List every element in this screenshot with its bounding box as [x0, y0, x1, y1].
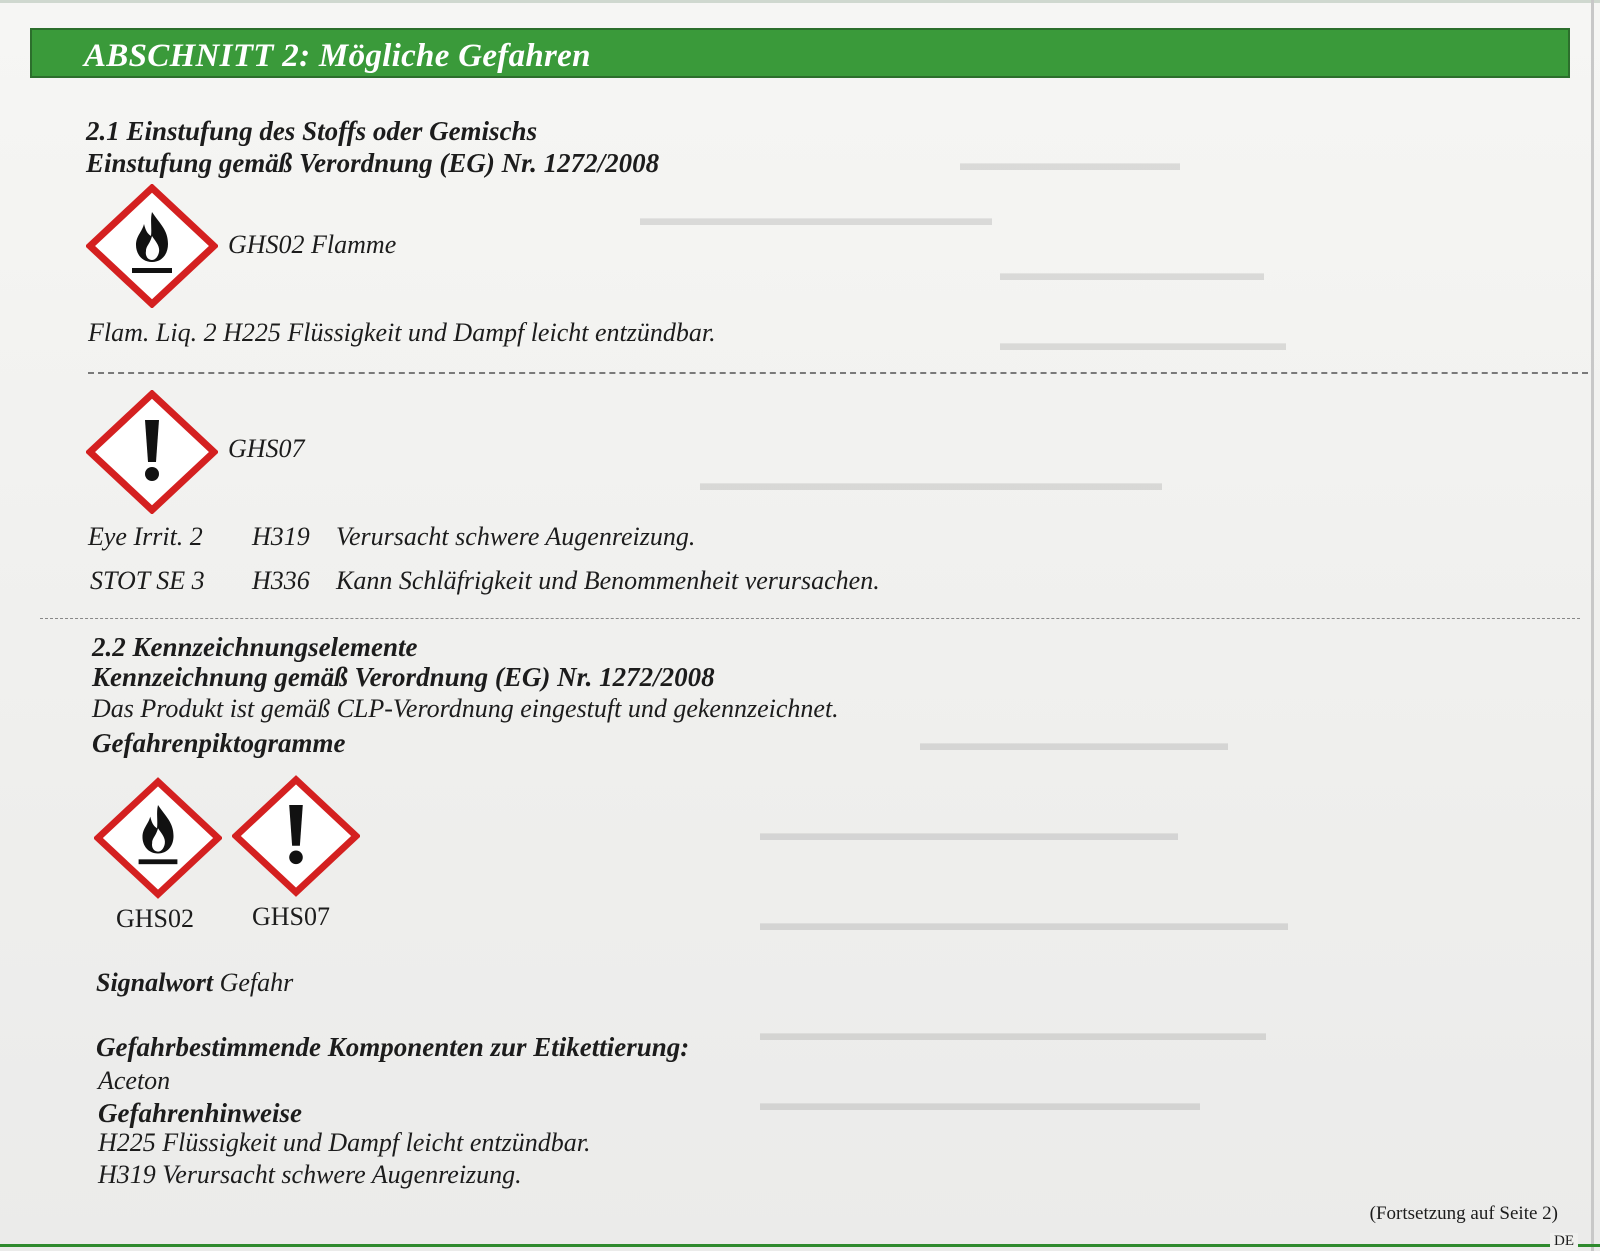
- language-code: DE: [1550, 1233, 1578, 1250]
- hazard-text: Verursacht schwere Augenreizung.: [336, 522, 696, 551]
- pictogram-label-ghs02: GHS02 Flamme: [228, 230, 397, 259]
- pictogram-label-ghs07: GHS07: [252, 902, 331, 931]
- pictograms-heading: Gefahrenpiktogramme: [92, 728, 346, 758]
- hazard-class: STOT SE 3: [90, 566, 205, 595]
- section-2-2-title: 2.2 Kennzeichnungselemente: [92, 632, 418, 662]
- top-rule: [0, 0, 1600, 3]
- continuation-note: (Fortsetzung auf Seite 2): [1369, 1203, 1558, 1224]
- components-heading: Gefahrbestimmende Komponenten zur Etikettierung:: [96, 1032, 690, 1062]
- signal-word-line: [96, 968, 293, 998]
- pictogram-label-ghs07: GHS07: [228, 434, 305, 463]
- bottom-rule: [0, 1244, 1600, 1247]
- component-name: Aceton: [98, 1066, 171, 1095]
- hazard-code: H336: [252, 566, 310, 595]
- hazard-statement-h225: Flam. Liq. 2 H225 Flüssigkeit und Dampf leicht entzündbar.: [88, 318, 716, 347]
- hazard-class: Eye Irrit. 2: [88, 522, 203, 551]
- section-2-1-title: 2.1 Einstufung des Stoffs oder Gemischs: [86, 116, 538, 146]
- hazard-statement: H319 Verursacht schwere Augenreizung.: [98, 1160, 522, 1189]
- section-title: ABSCHNITT 2: Mögliche Gefahren: [84, 38, 591, 74]
- section-2-2-subtitle: Kennzeichnung gemäß Verordnung (EG) Nr. 1272/2008: [92, 662, 715, 692]
- section-header-bar: [30, 28, 1570, 78]
- flame-icon: [86, 184, 218, 312]
- hazard-code: H319: [252, 522, 310, 551]
- exclamation-icon: [232, 774, 360, 902]
- hazard-statement: H225 Flüssigkeit und Dampf leicht entzündbar.: [98, 1128, 591, 1157]
- section-2-1-subtitle: Einstufung gemäß Verordnung (EG) Nr. 1272/2008: [86, 148, 660, 178]
- flame-icon: [94, 776, 222, 904]
- hazard-statements-heading: Gefahrenhinweise: [98, 1098, 303, 1128]
- signal-word-label: Signalwort: [96, 968, 214, 997]
- dashed-divider: [40, 618, 1580, 619]
- dashed-divider: [88, 372, 1588, 374]
- hazard-text: Kann Schläfrigkeit und Benommenheit verursachen.: [336, 566, 880, 595]
- pictogram-label-ghs02: GHS02: [116, 904, 195, 933]
- signal-word: Gefahr: [219, 968, 294, 997]
- page-edge: [1591, 0, 1594, 1251]
- document-page: ▬▬▬▬▬▬▬▬▬▬ ▬▬▬▬▬▬▬▬▬▬▬▬▬▬▬▬ ▬▬▬▬▬▬▬▬▬▬▬▬ ▬▬▬▬▬▬▬▬▬▬▬▬▬ ▬▬▬▬▬▬▬▬▬▬▬▬▬▬▬▬▬▬▬▬▬ ▬▬▬▬▬▬▬▬▬▬▬▬▬▬ ▬▬▬▬▬▬▬▬▬▬▬▬▬▬▬▬▬▬▬ ▬▬▬▬▬▬▬▬▬▬▬▬▬▬▬▬▬▬▬▬▬▬▬▬ ▬▬▬▬▬▬▬▬▬▬▬▬▬▬▬▬▬▬▬▬▬▬▬ ▬▬▬▬▬▬▬▬▬▬▬▬▬▬▬▬▬▬▬▬ ABSCHNITT 2: Mögliche Gefahren 2.1 Einstufung des Stoffs oder Gemischs Einstufung gemäß Verordnung (EG) Nr. 1272/2008 GHS02 Flamme Flam. Liq. 2 H225 Flüssigkeit und Dampf leicht entzündbar. GHS07 Eye Irrit. 2 H319 Verursacht schwere Augenreizung. STOT SE 3 H336 Kann Schläfrigkeit und Benommenheit verursachen. 2.2 Kennzeichnungselemente Kennzeichnung gemäß Verordnung (EG) Nr. 1272/2008 Das Produkt ist gemäß CLP-Verordnung eingestuft und gekennzeichnet. Gefahrenpiktogramme GHS02 GHS07 Signalwort Gefahr Gefahrbestimmende Komponenten zur Etikettierung: Aceton Gefahrenhinweise H225 Flüssigkeit und Dampf leicht entzündbar. H319 Verursacht schwere Augenreizung. (Fortsetzung auf Seite 2) DE: [0, 0, 1600, 1251]
- section-2-2-intro: Das Produkt ist gemäß CLP-Verordnung eingestuft und gekennzeichnet.: [92, 694, 839, 723]
- exclamation-icon: [86, 390, 218, 518]
